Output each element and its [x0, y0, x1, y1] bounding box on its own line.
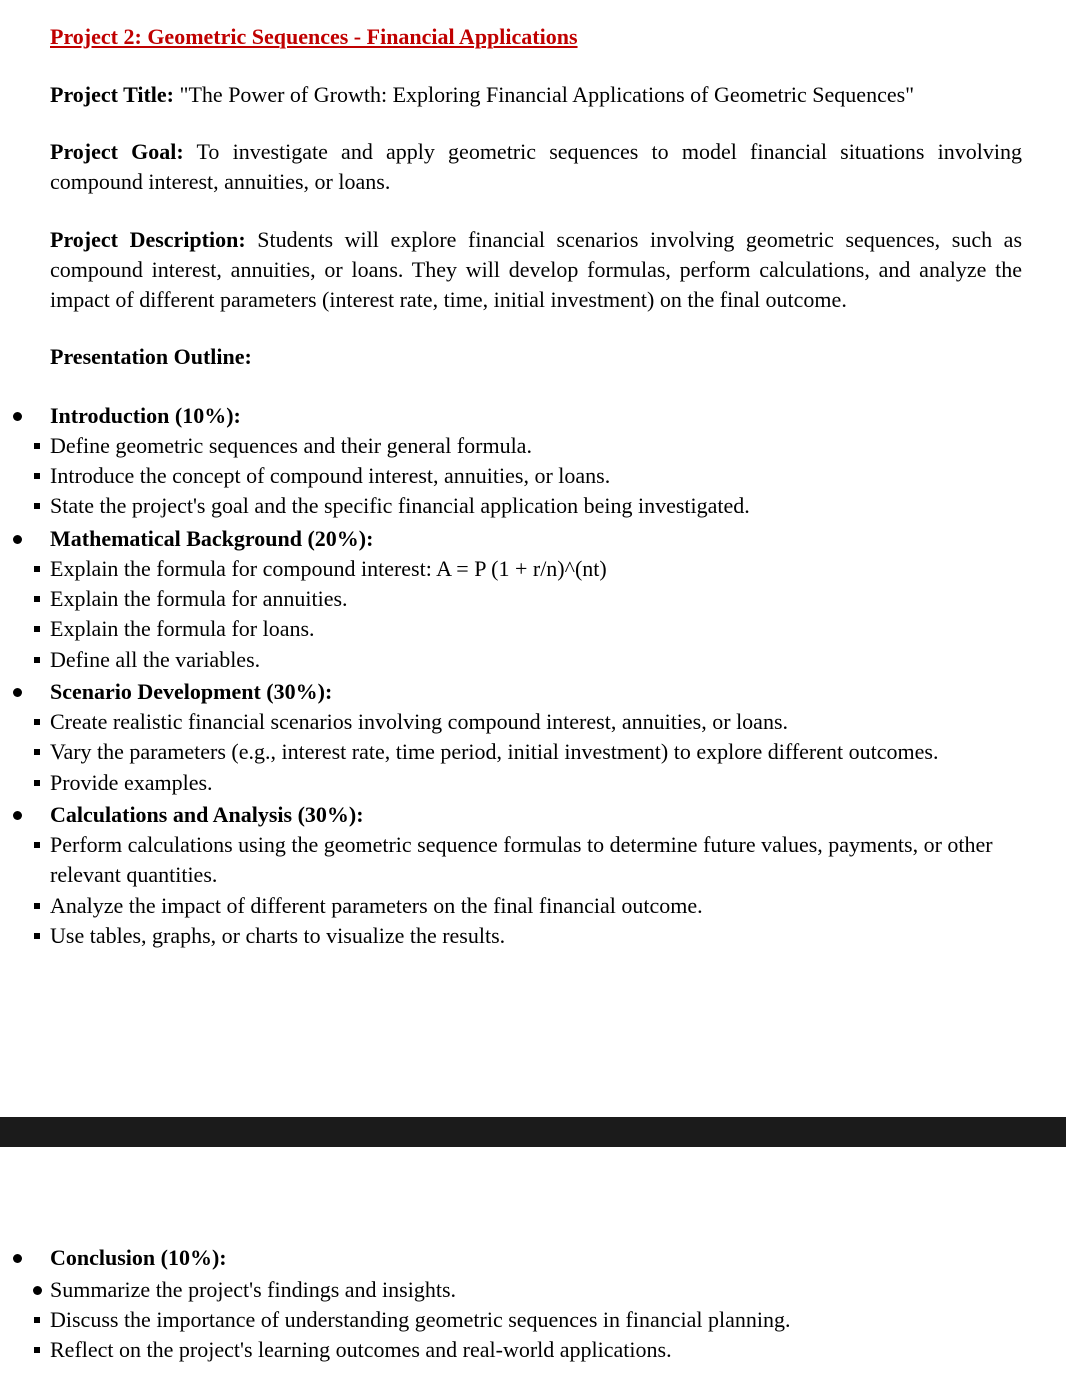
square-bullet-icon: [34, 596, 40, 602]
list-item: Create realistic financial scenarios involving compound interest, annuities, or loans.: [50, 709, 789, 734]
list-item: Summarize the project's findings and insights.: [50, 1277, 457, 1302]
list-item: Provide examples.: [50, 770, 213, 795]
bullet-icon: [13, 412, 22, 421]
square-bullet-icon: [34, 1317, 40, 1323]
square-bullet-icon: [34, 903, 40, 909]
square-bullet-icon: [34, 566, 40, 572]
section-title-introduction: Introduction (10%):: [50, 403, 241, 428]
bullet-icon: [13, 811, 22, 820]
square-bullet-icon: [34, 780, 40, 786]
list-item: Vary the parameters (e.g., interest rate, time period, initial investment) to explore different outcomes.: [50, 739, 939, 764]
bullet-icon: [13, 688, 22, 697]
project-description-label: Project Description:: [50, 227, 246, 252]
section-title-scenario-development: Scenario Development (30%):: [50, 679, 333, 704]
page-divider-bar: [0, 1117, 1066, 1147]
list-item: Explain the formula for compound interest: A = P (1 + r/n)^(nt): [50, 556, 607, 581]
bullet-icon: [13, 1254, 22, 1263]
list-item: Explain the formula for annuities.: [50, 586, 348, 611]
project-goal-text: To investigate and apply geometric sequences to model financial situations involving compound interest, annuities, or loans.: [50, 139, 1022, 194]
list-item: Analyze the impact of different parameters on the final financial outcome.: [50, 893, 703, 918]
square-bullet-icon: [34, 933, 40, 939]
square-bullet-icon: [34, 719, 40, 725]
list-item: Define geometric sequences and their general formula.: [50, 433, 532, 458]
project-description-text: Students will explore financial scenarios involving geometric sequences, such as compound interest, annuities, or loans. They will develop formulas, perform calculations, and analyze the impact of different parameters (interest rate, time, initial investment) on the final outcome.: [50, 227, 1022, 312]
square-bullet-icon: [34, 473, 40, 479]
document-heading: Project 2: Geometric Sequences - Financial Applications: [50, 24, 578, 49]
list-item: Perform calculations using the geometric sequence formulas to determine future values, payments, or other relevant quantities.: [50, 832, 993, 887]
project-title-text: "The Power of Growth: Exploring Financial Applications of Geometric Sequences": [174, 82, 915, 107]
square-bullet-icon: [34, 749, 40, 755]
project-title-paragraph: [50, 80, 1022, 110]
project-goal-label: Project Goal:: [50, 139, 184, 164]
square-bullet-icon: [34, 842, 40, 848]
list-item: Reflect on the project's learning outcomes and real-world applications.: [50, 1337, 672, 1362]
project-title-label: Project Title:: [50, 82, 175, 107]
list-item: State the project's goal and the specific financial application being investigated.: [50, 493, 750, 518]
project-goal-paragraph: [50, 137, 1022, 197]
round-bullet-icon: [33, 1286, 42, 1295]
list-item: Explain the formula for loans.: [50, 616, 315, 641]
square-bullet-icon: [34, 443, 40, 449]
square-bullet-icon: [34, 657, 40, 663]
section-title-mathematical-background: Mathematical Background (20%):: [50, 526, 374, 551]
section-title-conclusion: Conclusion (10%):: [50, 1245, 227, 1270]
list-item: Discuss the importance of understanding geometric sequences in financial planning.: [50, 1307, 791, 1332]
section-title-calculations-analysis: Calculations and Analysis (30%):: [50, 802, 364, 827]
list-item: Use tables, graphs, or charts to visualize the results.: [50, 923, 506, 948]
list-item: Define all the variables.: [50, 647, 261, 672]
bullet-icon: [13, 535, 22, 544]
square-bullet-icon: [34, 1347, 40, 1353]
presentation-outline-label: Presentation Outline:: [50, 344, 252, 369]
square-bullet-icon: [34, 503, 40, 509]
project-description-paragraph: [50, 225, 1022, 315]
square-bullet-icon: [34, 626, 40, 632]
list-item: Introduce the concept of compound interest, annuities, or loans.: [50, 463, 611, 488]
